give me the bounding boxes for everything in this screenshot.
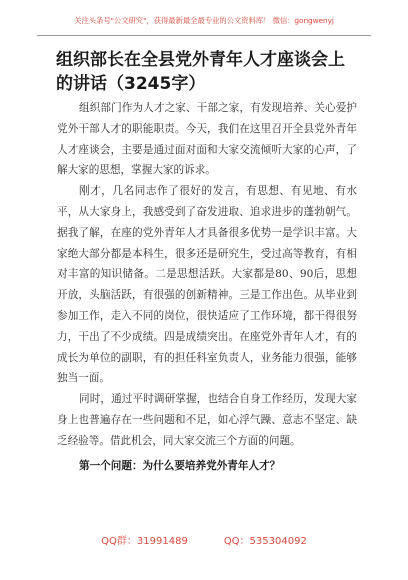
body-paragraph: 组织部门作为人才之家、干部之家，有发现培养、关心爱护党外干部人才的职能职责。今天，我们在这里召开全县党外青年人才座谈会，主要是通过面对面和大家交流倾听大家的心声，了解大家的思想，掌握大家的诉求。 [57, 102, 357, 177]
body-paragraph: 刚才，几名同志作了很好的发言，有思想、有见地、有水平，从大家身上，我感受到了奋发进取、追求进步的蓬勃朝气。据我了解，在座的党外青年人才具备很多优势一是学识丰富。大家绝大部分都是本科生，很多还是研究生，受过高等教育，有相对丰富的知识储备。二是思想活跃。大家都是80、90后，思想开放，头脑活跃，有很强的创新精神。三是工作出色。从毕业到参加工作，走入不同的岗位，很快适应了工作环境，都干得很努力，干出了不少成绩。四是成绩突出。在座党外青年人才，有的成长为单位的副职，有的担任科室负责人，业务能力很强，能够独当一面。 [57, 185, 357, 385]
footer-qq-number: QQ：535304092 [223, 536, 307, 547]
document-title: 组织部长在全县党外青年人才座谈会上的讲话（3245字） [56, 50, 345, 94]
footer-contact [0, 532, 408, 547]
header-promo-text: 关注头条号"公文研究"，获得最新最全最专业的公文资料库！ 微信：gongwenyj [74, 16, 334, 25]
footer-qq-group: QQ群：31991489 [101, 536, 188, 547]
header-banner [37, 8, 371, 36]
section-heading: 第一个问题：为什么要培养党外青年人才？ [79, 459, 281, 472]
document-body [57, 98, 357, 476]
body-paragraph: 同时，通过平时调研掌握，也结合自身工作经历，发现大家身上也普遍存在一些问题和不足，如心浮气躁、意志不坚定、缺乏经验等。借此机会，同大家交流三个方面的问题。 [57, 393, 357, 447]
